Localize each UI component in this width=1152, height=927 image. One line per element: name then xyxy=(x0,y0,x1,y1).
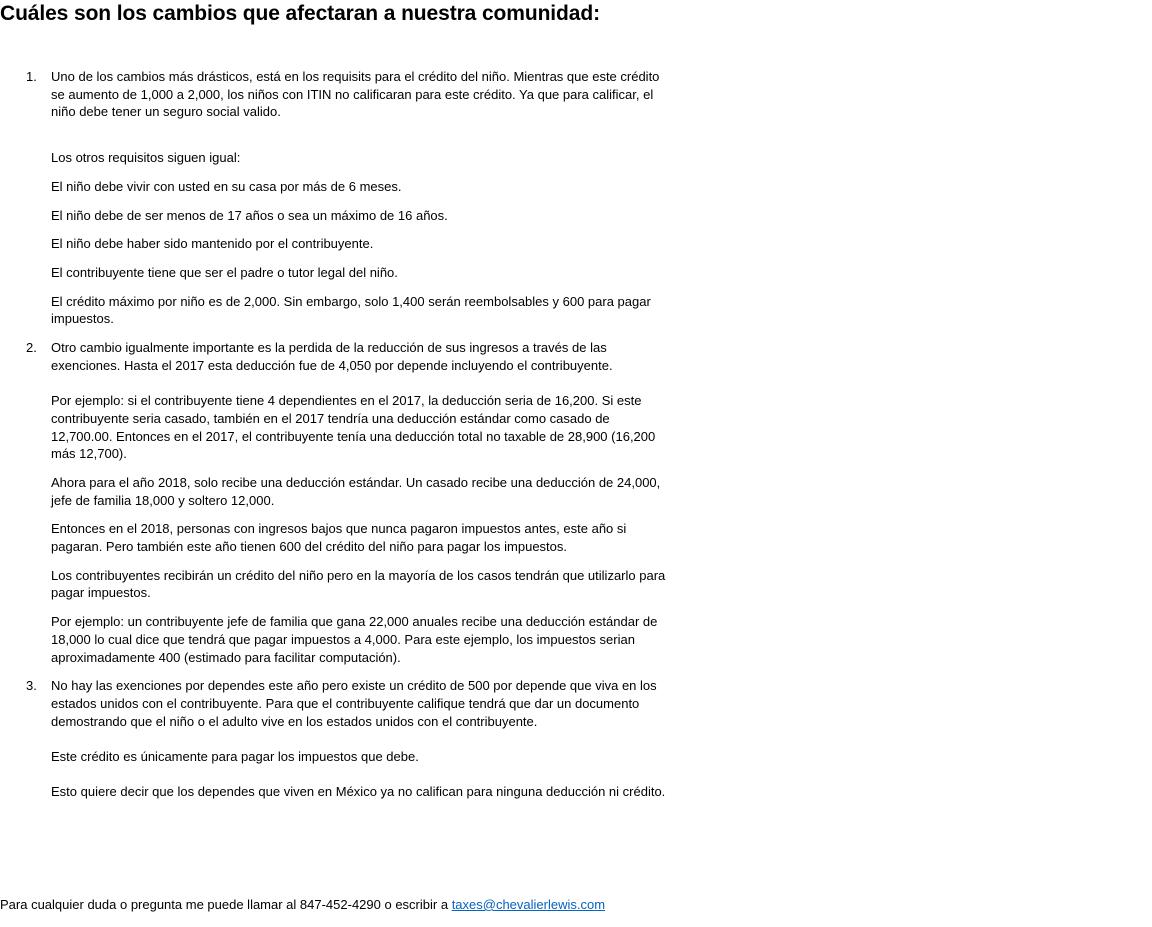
paragraph: Por ejemplo: si el contribuyente tiene 4 dependientes en el 2017, la deducción seria de 16,200. Si este contribuyente seria casado, también en el 2017 tendría una deducción estándar como casado de 12,700.00. Entonces en el 2017, el contribuyente tenía una deducción total no taxable de 28,900 (16,200 más 12,700). xyxy=(51,393,656,462)
changes-list xyxy=(0,68,672,812)
list-number: 2. xyxy=(26,340,37,356)
list-number: 1. xyxy=(26,69,37,84)
paragraph: El crédito máximo por niño es de 2,000. Sin embargo, solo 1,400 serán reembolsables y 600 para pagar impuestos. xyxy=(51,293,651,327)
list-number: 3. xyxy=(26,678,37,694)
paragraph: El niño debe haber sido mantenido por el contribuyente. xyxy=(51,236,374,252)
paragraph: Los contribuyentes recibirán un crédito del niño pero en la mayoría de los casos tendrán que utilizarlo para pagar impuestos. xyxy=(51,567,666,601)
paragraph: Entonces en el 2018, personas con ingresos bajos que nunca pagaron impuestos antes, este año si pagaran. Pero también este año tienen 600 del crédito del niño para pagar los impuestos. xyxy=(51,521,627,555)
paragraph: El niño debe vivir con usted en su casa por más de 6 meses. xyxy=(51,178,402,194)
footer-contact xyxy=(0,897,605,912)
paragraph: Ahora para el año 2018, solo recibe una deducción estándar. Un casado recibe una deducción de 24,000, jefe de familia 18,000 y soltero 12,000. xyxy=(51,474,661,508)
paragraph: Por ejemplo: un contribuyente jefe de familia que gana 22,000 anuales recibe una deducción estándar de 18,000 lo cual dice que tendrá que pagar impuestos a 4,000. Para este ejemplo, los impuestos serian aproximadamente 400 (estimado para facilitar computación). xyxy=(51,614,658,665)
list-item-3 xyxy=(0,677,672,801)
paragraph: El contribuyente tiene que ser el padre o tutor legal del niño. xyxy=(51,264,398,280)
email-link[interactable]: taxes@chevalierlewis.com xyxy=(451,897,606,912)
paragraph: El niño debe de ser menos de 17 años o sea un máximo de 16 años. xyxy=(51,207,448,223)
paragraph: Este crédito es únicamente para pagar los impuestos que debe. xyxy=(51,749,419,765)
paragraph: Esto quiere decir que los dependes que viven en México ya no califican para ninguna deducción ni crédito. xyxy=(51,784,666,800)
paragraph: No hay las exenciones por dependes este año pero existe un crédito de 500 por depende que viva en los estados unidos con el contribuyente. Para que el contribuyente califique tendrá que dar un documento demostrando que el niño o el adulto vive en los estados unidos con el contribuyente. xyxy=(51,678,657,729)
paragraph: Los otros requisitos siguen igual: xyxy=(51,150,241,166)
page-title: Cuáles son los cambios que afectaran a nuestra comunidad: xyxy=(0,2,600,25)
paragraph: Otro cambio igualmente importante es la perdida de la reducción de sus ingresos a través de las exenciones. Hasta el 2017 esta deducción fue de 4,050 por depende incluyendo el contribuyente. xyxy=(51,340,613,373)
list-item-1 xyxy=(0,68,672,328)
paragraph: Uno de los cambios más drásticos, está en los requisits para el crédito del niño. Mientras que este crédito se aumento de 1,000 a 2,000, los niños con ITIN no calificaran para este crédito. Ya que para calificar, el niño debe tener un seguro social valido. xyxy=(51,69,660,120)
list-item-2 xyxy=(0,339,672,666)
footer-text: Para cualquier duda o pregunta me puede llamar al 847-452-4290 o escribir a xyxy=(0,897,452,912)
